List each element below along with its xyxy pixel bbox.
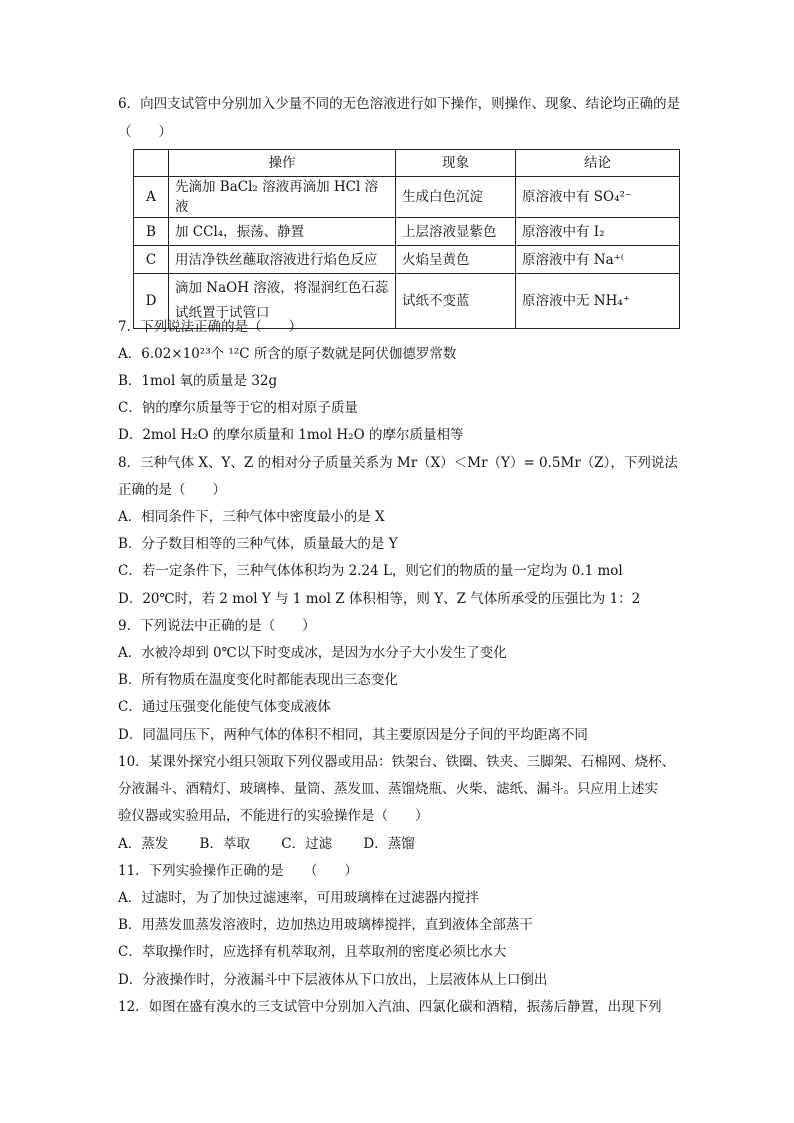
question-9-option-b: B．所有物质在温度变化时都能表现出三态变化 (118, 672, 398, 688)
row-operation: 先滴加 BaCl₂ 溶液再滴加 HCl 溶液 (169, 177, 396, 218)
row-label: D (134, 274, 169, 329)
row-phenomenon: 试纸不变蓝 (396, 274, 516, 329)
question-8-option-b: B．分子数目相等的三种气体，质量最大的是 Y (118, 536, 398, 552)
header-conclusion: 结论 (516, 150, 680, 177)
question-9-option-c: C．通过压强变化能使气体变成液体 (118, 699, 331, 715)
question-10-stem: 10．某课外探究小组只领取下列仪器或用品：铁架台、铁圈、铁夹、三脚架、石棉网、烧杯、 (118, 754, 676, 770)
question-7-option-d: D．2mol H₂O 的摩尔质量和 1mol H₂O 的摩尔质量相等 (118, 427, 464, 443)
question-8-option-d: D．20℃时，若 2 mol Y 与 1 mol Z 体积相等，则 Y、Z 气体所承受的压强比为 1：2 (118, 591, 641, 607)
row-label: A (134, 177, 169, 218)
row-phenomenon: 生成白色沉淀 (396, 177, 516, 218)
question-10-stem-cont-1: 分液漏斗、酒精灯、玻璃棒、量筒、蒸发皿、蒸馏烧瓶、火柴、滤纸、漏斗。只应用上述实 (118, 781, 658, 797)
row-operation-line-2: 试纸置于试管口 (175, 305, 270, 321)
question-9-option-d: D．同温同压下，两种气体的体积不相同，其主要原因是分子间的平均距离不同 (118, 727, 588, 743)
question-8-stem: 8．三种气体 X、Y、Z 的相对分子质量关系为 Mr（X）＜Mr（Y）= 0.5Mr（Z），下列说法 (118, 455, 678, 471)
question-11-option-a: A．过滤时，为了加快过滤速率，可用玻璃棒在过滤器内搅拌 (118, 890, 479, 906)
question-8-stem-cont: 正确的是（ ） (118, 482, 226, 498)
question-11-option-b: B．用蒸发皿蒸发溶液时，边加热边用玻璃棒搅拌，直到液体全部蒸干 (118, 917, 533, 933)
question-7-option-c: C．钠的摩尔质量等于它的相对原子质量 (118, 400, 358, 416)
question-6-stem: 6．向四支试管中分别加入少量不同的无色溶液进行如下操作，则操作、现象、结论均正确的是 (118, 96, 681, 112)
question-7-option-b: B．1mol 氧的质量是 32g (118, 373, 278, 389)
row-label: B (134, 218, 169, 246)
question-12-stem: 12．如图在盛有溴水的三支试管中分别加入汽油、四氯化碳和酒精，振荡后静置，出现下列 (118, 999, 662, 1015)
question-8-option-a: A．相同条件下，三种气体中密度最小的是 X (118, 509, 385, 525)
question-6-paren: （ ） (118, 124, 172, 140)
header-label (134, 150, 169, 177)
question-11-stem: 11．下列实验操作正确的是 （ ） (118, 863, 358, 879)
question-10-stem-cont-2: 验仪器或实验用品，不能进行的实验操作是（ ） (118, 808, 429, 824)
row-conclusion: 原溶液中有 Na⁺⁽ (516, 246, 680, 274)
table-header-row (134, 150, 680, 177)
question-11-option-d: D．分液操作时，分液漏斗中下层液体从下口放出，上层液体从上口倒出 (118, 972, 548, 988)
row-operation: 加 CCl₄，振荡、静置 (169, 218, 396, 246)
row-label: C (134, 246, 169, 274)
question-7-stem: 7．下列说法正确的是（ ） (118, 319, 303, 335)
header-phenomenon: 现象 (396, 150, 516, 177)
header-operation: 操作 (169, 150, 396, 177)
question-9-option-a: A．水被冷却到 0℃以下时变成冰，是因为水分子大小发生了变化 (118, 645, 507, 661)
question-8-option-c: C．若一定条件下，三种气体体积均为 2.24 L，则它们的物质的量一定均为 0.1 mol (118, 563, 623, 579)
table-row (134, 218, 680, 246)
question-10-options: A．蒸发 B．萃取 C．过滤 D．蒸馏 (118, 836, 415, 852)
row-conclusion: 原溶液中有 SO₄²⁻ (516, 177, 680, 218)
table-row (134, 177, 680, 218)
row-conclusion: 原溶液中无 NH₄⁺ (516, 274, 680, 329)
question-7-option-a: A．6.02×10²³个 ¹²C 所含的原子数就是阿伏伽德罗常数 (118, 346, 457, 362)
row-phenomenon: 火焰呈黄色 (396, 246, 516, 274)
row-operation: 用洁净铁丝蘸取溶液进行焰色反应 (169, 246, 396, 274)
row-conclusion: 原溶液中有 I₂ (516, 218, 680, 246)
operations-table (133, 149, 680, 329)
table-row (134, 246, 680, 274)
row-phenomenon: 上层溶液显紫色 (396, 218, 516, 246)
question-9-stem: 9．下列说法中正确的是（ ） (118, 618, 316, 634)
question-11-option-c: C．萃取操作时，应选择有机萃取剂，且萃取剂的密度必须比水大 (118, 944, 507, 960)
row-operation-line-1: 滴加 NaOH 溶液，将湿润红色石蕊 (175, 280, 389, 296)
